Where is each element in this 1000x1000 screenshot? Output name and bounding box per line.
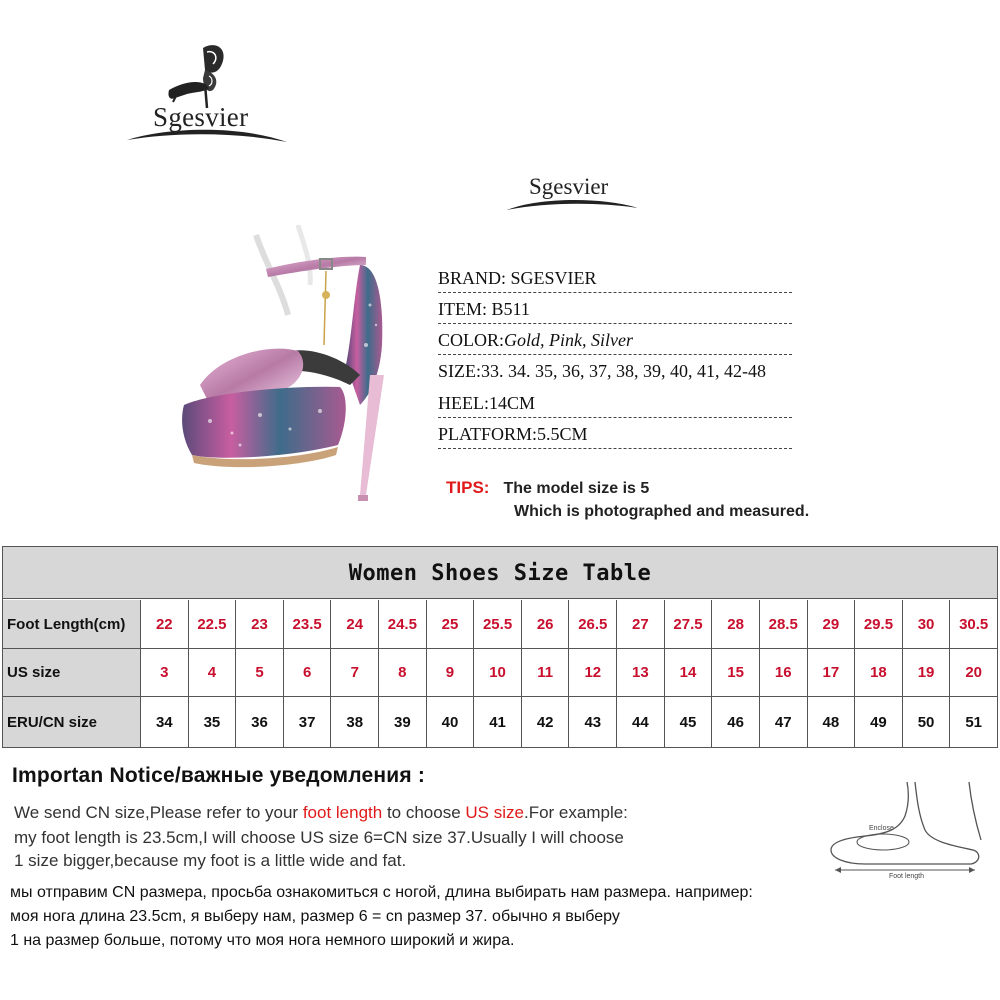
- table-cell: 14: [665, 649, 713, 696]
- notice-ru-line-1: мы отправим CN размера, просьба ознакомиться с ногой, длина выбирать нам размера. например:: [10, 884, 753, 901]
- table-cell: 35: [189, 697, 237, 747]
- row-header: Foot Length(cm): [3, 600, 141, 648]
- brand-logo-middle: [505, 168, 640, 220]
- table-cell: 36: [236, 697, 284, 747]
- tips: [446, 478, 649, 498]
- spec-heel: HEEL:14CM: [438, 388, 792, 418]
- table-cell: 50: [903, 697, 951, 747]
- table-cell: 16: [760, 649, 808, 696]
- table-cell: 28.5: [760, 600, 808, 648]
- table-cell: 25: [427, 600, 475, 648]
- table-cell: 17: [808, 649, 856, 696]
- table-cell: 23: [236, 600, 284, 648]
- product-image: [170, 225, 430, 525]
- table-cell: 13: [617, 649, 665, 696]
- brand-logo-top: [125, 40, 290, 160]
- brand-name: Sgesvier: [153, 102, 249, 132]
- table-cell: 48: [808, 697, 856, 747]
- table-cell: 28: [712, 600, 760, 648]
- table-cell: 30: [903, 600, 951, 648]
- table-cell: 24.5: [379, 600, 427, 648]
- spec-color-label: COLOR:: [438, 330, 505, 350]
- platform-sandal-icon: [170, 225, 430, 525]
- table-cell: 7: [331, 649, 379, 696]
- size-table: [2, 546, 998, 748]
- tips-line-1: The model size is 5: [503, 480, 650, 497]
- table-cell: 37: [284, 697, 332, 747]
- table-cell: 29: [808, 600, 856, 648]
- table-cell: 3: [141, 649, 189, 696]
- table-cell: 27: [617, 600, 665, 648]
- table-cell: 45: [665, 697, 713, 747]
- table-cell: 24: [331, 600, 379, 648]
- table-cell: 19: [903, 649, 951, 696]
- table-cell: 20: [965, 664, 982, 681]
- row-header: ERU/CN size: [3, 697, 141, 747]
- table-cell: 44: [617, 697, 665, 747]
- table-cell: 38: [331, 697, 379, 747]
- table-cell: 43: [569, 697, 617, 747]
- table-cell: 26.5: [569, 600, 617, 648]
- table-cell: 4: [189, 649, 237, 696]
- table-cell: 22.5: [189, 600, 237, 648]
- table-row: [3, 649, 997, 697]
- table-cell: 39: [379, 697, 427, 747]
- row-header: US size: [3, 649, 141, 696]
- notice-ru-line-2: моя нога длина 23.5cm, я выберу нам, размер 6 = cn размер 37. обычно я выберу: [10, 908, 620, 925]
- size-table-title: Women Shoes Size Table: [3, 547, 997, 599]
- brand-name-small: Sgesvier: [529, 174, 609, 199]
- notice-en-line-3: 1 size bigger,because my foot is a little wide and fat.: [14, 851, 407, 870]
- notice-highlight-us-size: US size: [465, 803, 524, 822]
- notice-text: .For example:: [523, 803, 628, 822]
- table-cell: 49: [855, 697, 903, 747]
- notice-ru-line-3: 1 на размер больше, потому что моя нога немного широкий и жира.: [10, 932, 515, 949]
- spec-item: ITEM: B511: [438, 294, 792, 324]
- table-row: [3, 697, 997, 747]
- notice-en-line-2: my foot length is 23.5cm,I will choose US size 6=CN size 37.Usually I will choose: [14, 828, 624, 847]
- table-cell: 6: [284, 649, 332, 696]
- foot-measure-diagram: [825, 780, 990, 880]
- butterfly-shoe-icon: [125, 40, 290, 160]
- notice-text: We send CN size,Please refer to your: [14, 803, 303, 822]
- table-cell: 25.5: [474, 600, 522, 648]
- spec-platform: PLATFORM:5.5CM: [438, 419, 792, 449]
- foot-length-label: Foot length: [889, 873, 925, 880]
- table-cell: 15: [712, 649, 760, 696]
- table-cell: 51: [965, 713, 982, 731]
- notice-text: to choose: [382, 803, 466, 822]
- table-cell: 40: [427, 697, 475, 747]
- notice-title: Importan Notice/важные уведомления :: [12, 764, 426, 787]
- table-cell: 27.5: [665, 600, 713, 648]
- table-cell: 41: [474, 697, 522, 747]
- notice-highlight-foot-length: foot length: [302, 803, 383, 822]
- table-cell: 22: [141, 600, 189, 648]
- spec-size: SIZE:33. 34. 35, 36, 37, 38, 39, 40, 41, 42-48: [438, 361, 766, 381]
- foot-icon: [825, 780, 990, 880]
- spec-brand: BRAND: SGESVIER: [438, 263, 792, 293]
- notice-en-line-1: [14, 803, 628, 823]
- table-cell: 34: [141, 697, 189, 747]
- table-cell: 29.5: [855, 600, 903, 648]
- table-cell: 18: [855, 649, 903, 696]
- table-cell: 8: [379, 649, 427, 696]
- spec-color: [438, 325, 792, 355]
- table-cell: 12: [569, 649, 617, 696]
- tips-line-2: Which is photographed and measured.: [514, 503, 810, 520]
- table-cell: 26: [522, 600, 570, 648]
- table-cell: 42: [522, 697, 570, 747]
- table-cell: 11: [522, 649, 570, 696]
- table-cell: 10: [474, 649, 522, 696]
- table-cell: 47: [760, 697, 808, 747]
- table-cell: 30.5: [959, 615, 989, 633]
- table-cell: 23.5: [284, 600, 332, 648]
- table-row: [3, 600, 997, 649]
- table-cell: 9: [427, 649, 475, 696]
- tips-label: TIPS:: [446, 478, 490, 497]
- spec-color-value: Gold, Pink, Silver: [504, 330, 633, 350]
- table-cell: 46: [712, 697, 760, 747]
- table-cell: 5: [236, 649, 284, 696]
- enclose-label: Enclose: [869, 825, 894, 832]
